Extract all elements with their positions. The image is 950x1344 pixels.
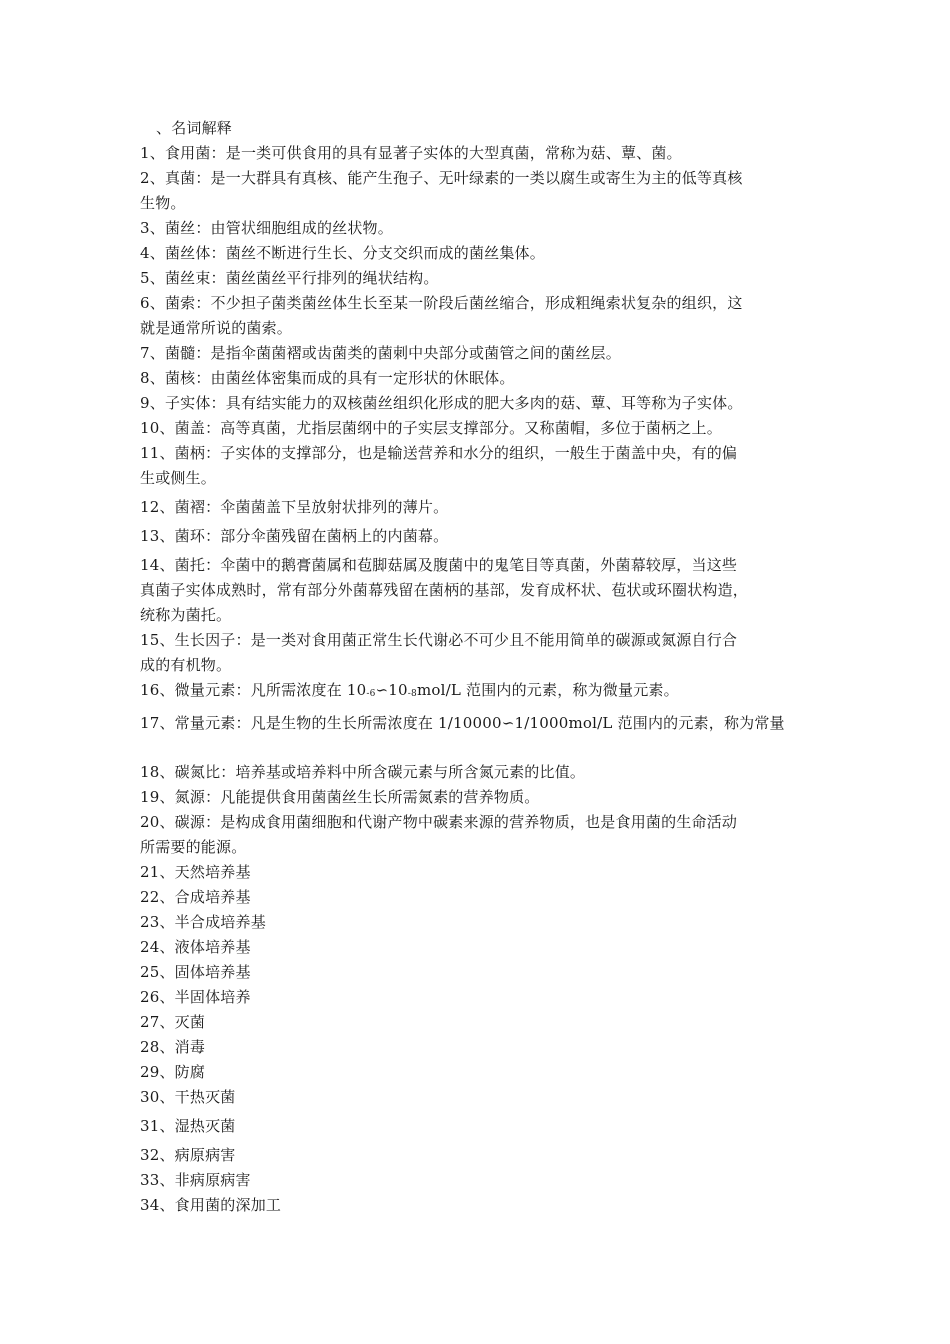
- definition-line: 统称为菌托。: [140, 606, 232, 624]
- definition-line: 生物。: [140, 194, 186, 212]
- exponent: -8: [407, 689, 417, 699]
- term-item: 26、半固体培养: [140, 988, 251, 1006]
- definition-line: 2、真菌：是一大群具有真核、能产生孢子、无叶绿素的一类以腐生或寄生为主的低等真核: [140, 169, 743, 187]
- definition-item: [140, 391, 816, 416]
- item16-mid: ∽10: [375, 681, 408, 699]
- definition-line: 17、常量元素：凡是生物的生长所需浓度在 1/10000∽1/1000mol/L 范围内的元素，称为常量: [140, 714, 785, 732]
- term-item: 27、灭菌: [140, 1013, 206, 1031]
- definition-line: 12、菌褶：伞菌菌盖下呈放射状排列的薄片。: [140, 498, 449, 516]
- definition-item: [140, 495, 816, 520]
- definition-line: 18、碳氮比：培养基或培养料中所含碳元素与所含氮元素的比值。: [140, 763, 586, 781]
- term-item: 34、食用菌的深加工: [140, 1196, 282, 1214]
- definition-item: [140, 628, 816, 678]
- definition-item: [140, 141, 816, 166]
- definition-item: [140, 785, 816, 810]
- definition-line: 8、菌核：由菌丝体密集而成的具有一定形状的休眠体。: [140, 369, 515, 387]
- term-item: 24、液体培养基: [140, 938, 251, 956]
- term-item: 21、天然培养基: [140, 863, 251, 881]
- definition-line: 成的有机物。: [140, 656, 232, 674]
- definition-line: 就是通常所说的菌索。: [140, 319, 293, 337]
- definition-line: 3、菌丝：由管状细胞组成的丝状物。: [140, 219, 393, 237]
- term-item: 33、非病原病害: [140, 1171, 251, 1189]
- term-item: 32、病原病害: [140, 1146, 236, 1164]
- definition-line: 11、菌柄：子实体的支撑部分，也是输送营养和水分的组织，一般生于菌盖中央，有的偏: [140, 444, 738, 462]
- definition-item: [140, 810, 816, 860]
- definition-line: 14、菌托：伞菌中的鹅膏菌属和苞脚菇属及腹菌中的鬼笔目等真菌，外菌幕较厚，当这些: [140, 556, 738, 574]
- item16-prefix: 16、微量元素：凡所需浓度在 10: [140, 681, 367, 699]
- definition-line: 4、菌丝体：菌丝不断进行生长、分支交织而成的菌丝集体。: [140, 244, 545, 262]
- definition-item: [140, 166, 816, 216]
- exponent: -6: [366, 689, 376, 699]
- definition-item: [140, 216, 816, 241]
- definition-item: [140, 291, 816, 341]
- definition-item: [140, 524, 816, 549]
- definition-line: 7、菌髓：是指伞菌菌褶或齿菌类的菌刺中央部分或菌管之间的菌丝层。: [140, 344, 621, 362]
- definition-item: [140, 553, 816, 628]
- definition-line: 1、食用菌：是一类可供食用的具有显著子实体的大型真菌，常称为菇、蕈、菌。: [140, 144, 682, 162]
- term-item: 28、消毒: [140, 1038, 206, 1056]
- item16-suffix: mol/L 范围内的元素，称为微量元素。: [416, 681, 679, 699]
- document-body: [140, 116, 816, 1218]
- definition-line: 10、菌盖：高等真菌，尤指层菌纲中的子实层支撑部分。又称菌帽，多位于菌柄之上。: [140, 419, 722, 437]
- definition-line-trace-elements: [140, 678, 816, 707]
- definition-item: [140, 266, 816, 291]
- definition-item: [140, 678, 816, 707]
- definition-line: 5、菌丝束：菌丝菌丝平行排列的绳状结构。: [140, 269, 439, 287]
- term-item: 30、干热灭菌: [140, 1088, 236, 1106]
- term-item: 23、半合成培养基: [140, 913, 266, 931]
- definition-line: 9、子实体：具有结实能力的双核菌丝组织化形成的肥大多肉的菇、蕈、耳等称为子实体。: [140, 394, 743, 412]
- definition-item: [140, 341, 816, 366]
- definition-line: 生或侧生。: [140, 469, 217, 487]
- definition-item: [140, 760, 816, 785]
- section-heading: 、名词解释: [156, 119, 233, 137]
- term-item: 25、固体培养基: [140, 963, 251, 981]
- definition-line: 15、生长因子：是一类对食用菌正常生长代谢必不可少且不能用简单的碳源或氮源自行合: [140, 631, 738, 649]
- definition-line: 6、菌索：不少担子菌类菌丝体生长至某一阶段后菌丝缩合，形成粗绳索状复杂的组织，这: [140, 294, 743, 312]
- definition-item: [140, 241, 816, 266]
- definition-line: 所需要的能源。: [140, 838, 247, 856]
- term-item: 22、合成培养基: [140, 888, 251, 906]
- definition-item: [140, 711, 816, 736]
- term-item: 29、防腐: [140, 1063, 206, 1081]
- definition-item: [140, 416, 816, 441]
- definition-line: 20、碳源：是构成食用菌细胞和代谢产物中碳素来源的营养物质，也是食用菌的生命活动: [140, 813, 738, 831]
- definition-line: 13、菌环：部分伞菌残留在菌柄上的内菌幕。: [140, 527, 449, 545]
- definition-line: 19、氮源：凡能提供食用菌菌丝生长所需氮素的营养物质。: [140, 788, 540, 806]
- spacer: [140, 736, 816, 760]
- term-item: 31、湿热灭菌: [140, 1117, 236, 1135]
- definition-item: [140, 441, 816, 491]
- definition-line: 真菌子实体成熟时，常有部分外菌幕残留在菌柄的基部，发育成杯状、苞状或环圈状构造，: [140, 581, 749, 599]
- definition-item: [140, 366, 816, 391]
